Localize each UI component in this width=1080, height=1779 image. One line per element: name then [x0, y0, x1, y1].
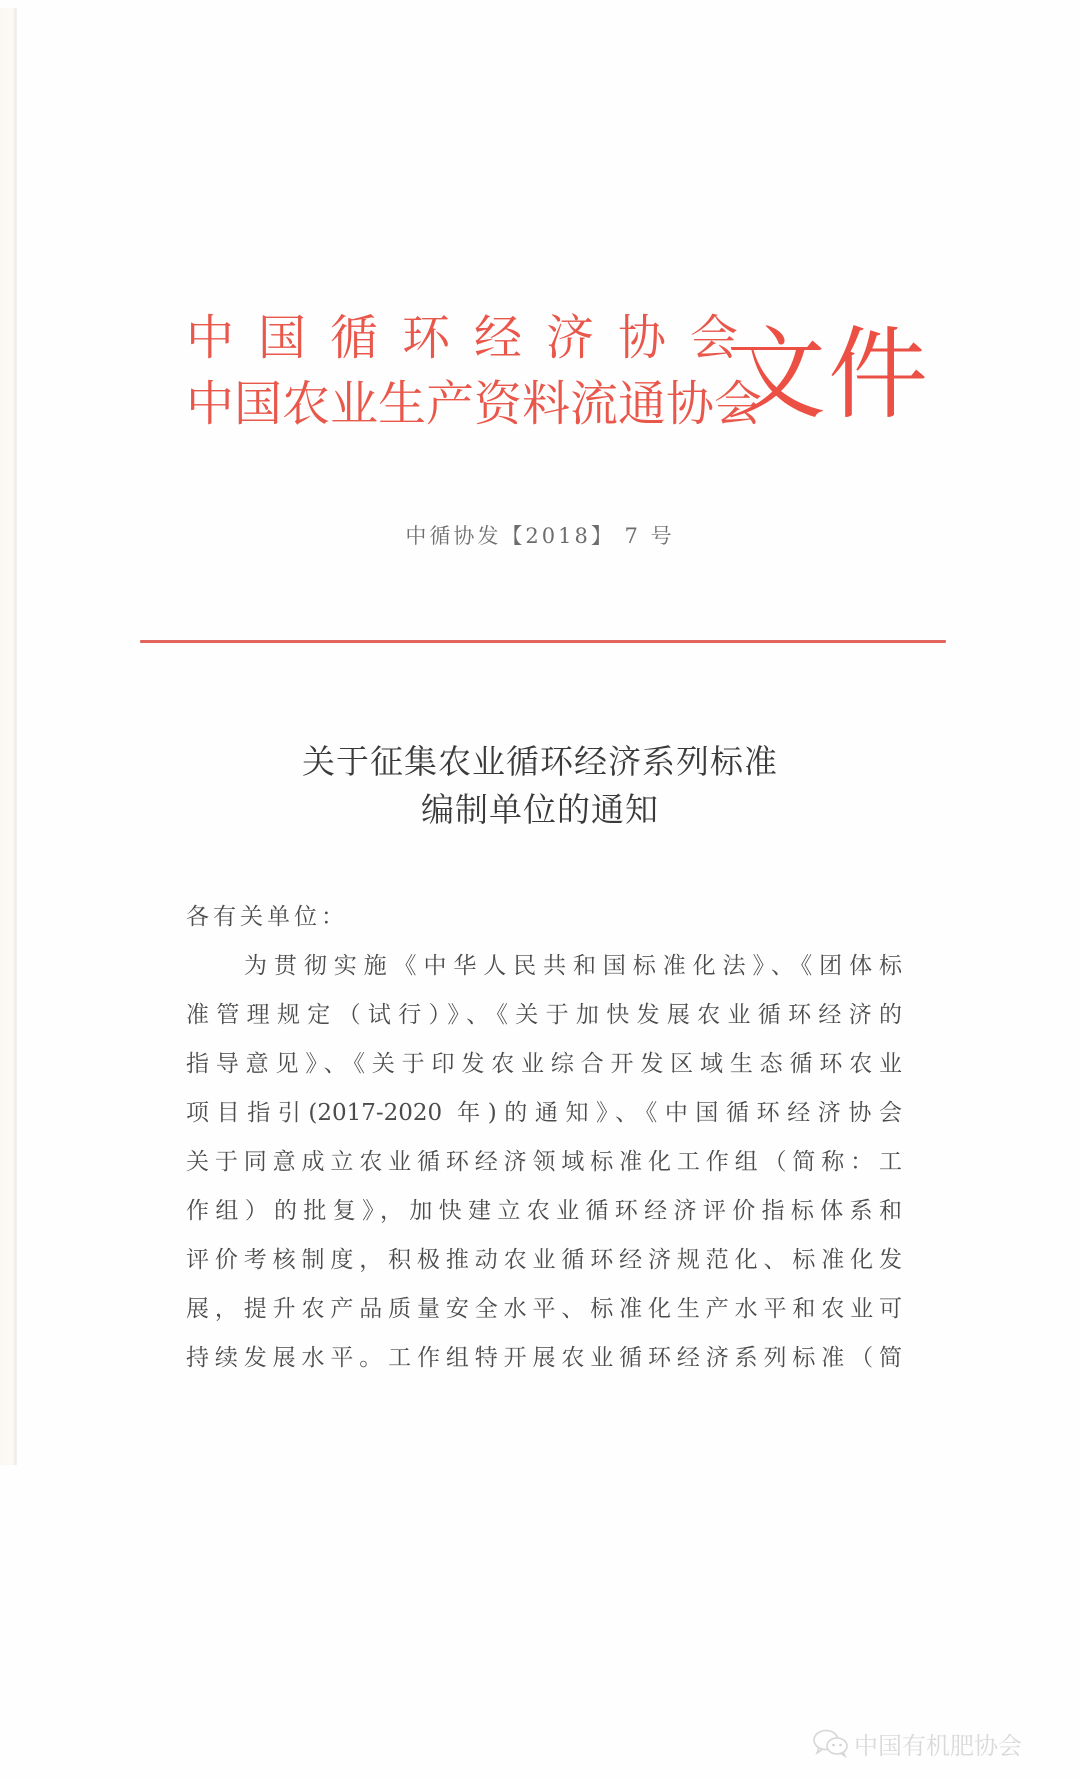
body-line: 持续发展水平。工作组特开展农业循环经济系列标准（简 [186, 1345, 902, 1371]
source-watermark [812, 1726, 1022, 1760]
issuing-org-2: 中国农业生产资料流通协会 [186, 376, 763, 432]
body-line: 指导意见》、《关于印发农业综合开发区域生态循环农业 [186, 1051, 902, 1077]
document-body [186, 893, 902, 1383]
body-line: 作组）的批复》，加快建立农业循环经济评价指标体系和 [186, 1198, 902, 1224]
document-header [186, 310, 930, 442]
scan-edge [0, 8, 17, 1465]
issuing-org-1: 中国循环经济协会 [186, 310, 763, 366]
document-title [0, 738, 1080, 834]
watermark-text: 中国有机肥协会 [854, 1731, 1022, 1760]
body-line: 准管理规定（试行）》、《关于加快发展农业循环经济的 [186, 1002, 902, 1028]
body-line: 项目指引(2017-2020 年)的通知》、《中国循环经济协会 [186, 1100, 902, 1126]
title-line-2: 编制单位的通知 [421, 790, 659, 829]
body-line: 关于同意成立农业循环经济领域标准化工作组（简称：工 [186, 1149, 902, 1175]
body-line: 展，提升农产品质量安全水平、标准化生产水平和农业可 [186, 1296, 902, 1322]
document-type-label: 文件 [726, 316, 930, 433]
body-line: 评价考核制度，积极推动农业循环经济规范化、标准化发 [186, 1247, 902, 1273]
body-line: 为贯彻实施《中华人民共和国标准化法》、《团体标 [244, 953, 902, 979]
wechat-icon [812, 1728, 850, 1758]
document-number: 中循协发【2018】 7 号 [405, 524, 675, 548]
header-divider [140, 640, 946, 643]
title-line-1: 关于征集农业循环经济系列标准 [302, 742, 778, 781]
salutation: 各有关单位： [186, 904, 348, 930]
